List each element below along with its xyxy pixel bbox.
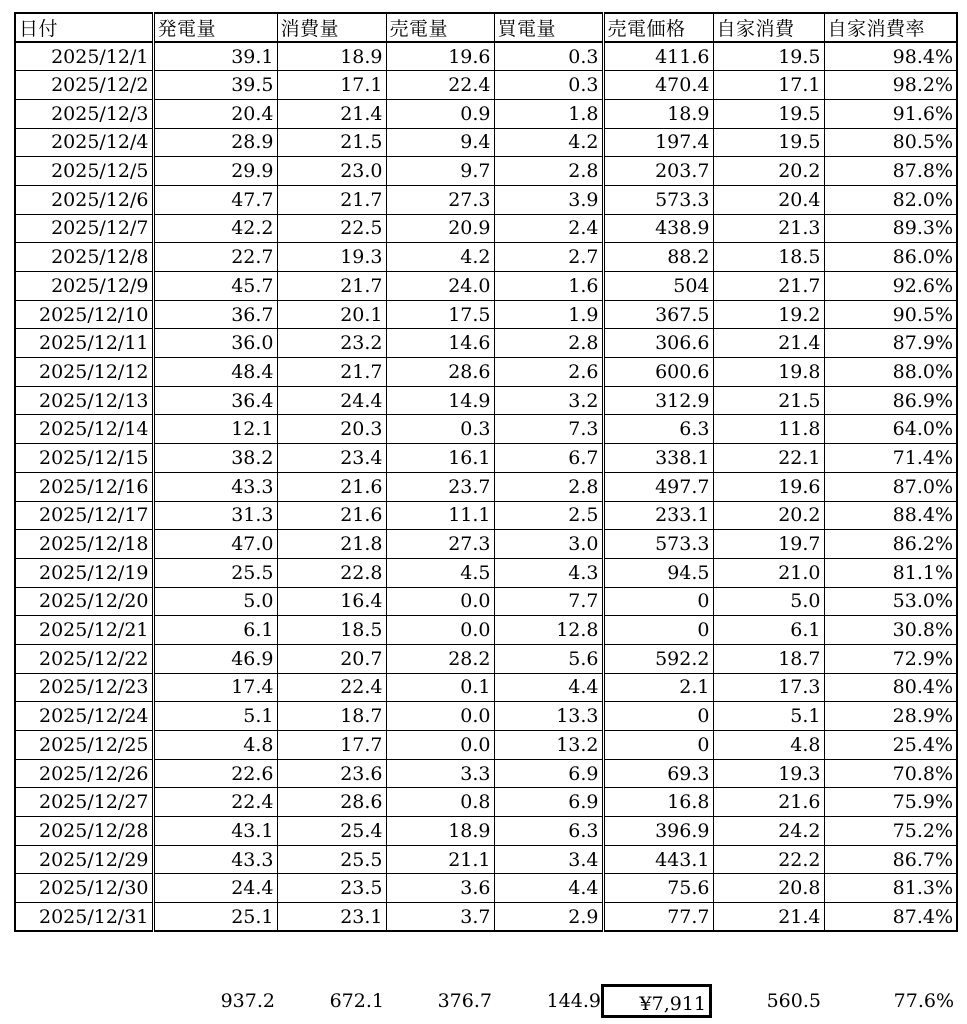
date-cell: 2025/12/17: [15, 501, 153, 530]
value-cell: 87.4%: [824, 903, 957, 932]
value-cell: 88.4%: [824, 501, 957, 530]
value-cell: 87.9%: [824, 329, 957, 358]
value-cell: 28.9%: [824, 702, 957, 731]
value-cell: 21.5: [713, 386, 824, 415]
value-cell: 21.7: [277, 358, 386, 387]
table-row: [15, 903, 957, 932]
value-cell: 39.1: [153, 42, 277, 71]
value-cell: 22.4: [153, 788, 277, 817]
value-cell: 21.7: [713, 272, 824, 301]
date-cell: 2025/12/3: [15, 99, 153, 128]
table-row: [15, 702, 957, 731]
value-cell: 6.3: [494, 817, 603, 846]
table-row: [15, 71, 957, 100]
value-cell: 4.4: [494, 673, 603, 702]
value-cell: 70.8%: [824, 759, 957, 788]
value-cell: 25.5: [153, 558, 277, 587]
header-row: [15, 13, 957, 42]
value-cell: 81.1%: [824, 558, 957, 587]
value-cell: 4.8: [153, 731, 277, 760]
value-cell: 30.8%: [824, 616, 957, 645]
value-cell: 19.2: [713, 300, 824, 329]
table-row: [15, 788, 957, 817]
value-cell: 20.2: [713, 501, 824, 530]
value-cell: 90.5%: [824, 300, 957, 329]
date-cell: 2025/12/21: [15, 616, 153, 645]
value-cell: 18.7: [713, 644, 824, 673]
date-cell: 2025/12/15: [15, 444, 153, 473]
value-cell: 25.1: [153, 903, 277, 932]
value-cell: 21.4: [713, 903, 824, 932]
table-header: [15, 13, 957, 42]
value-cell: 600.6: [603, 358, 713, 387]
value-cell: 21.4: [713, 329, 824, 358]
column-header: 買電量: [494, 13, 603, 42]
value-cell: 18.9: [603, 99, 713, 128]
table-row: [15, 415, 957, 444]
table-row: [15, 272, 957, 301]
value-cell: 0.3: [494, 71, 603, 100]
table-row: [15, 99, 957, 128]
value-cell: 18.5: [713, 243, 824, 272]
value-cell: 91.6%: [824, 99, 957, 128]
value-cell: 3.9: [494, 185, 603, 214]
value-cell: 23.5: [277, 874, 386, 903]
value-cell: 21.4: [277, 99, 386, 128]
date-cell: 2025/12/10: [15, 300, 153, 329]
value-cell: 24.2: [713, 817, 824, 846]
value-cell: 2.9: [494, 903, 603, 932]
value-cell: 27.3: [386, 185, 494, 214]
value-cell: 86.9%: [824, 386, 957, 415]
value-cell: 21.0: [713, 558, 824, 587]
value-cell: 47.7: [153, 185, 277, 214]
value-cell: 20.8: [713, 874, 824, 903]
column-header: 自家消費: [713, 13, 824, 42]
value-cell: 98.2%: [824, 71, 957, 100]
value-cell: 19.6: [713, 472, 824, 501]
value-cell: 14.6: [386, 329, 494, 358]
date-cell: 2025/12/18: [15, 530, 153, 559]
date-cell: 2025/12/14: [15, 415, 153, 444]
value-cell: 2.8: [494, 157, 603, 186]
value-cell: 21.1: [386, 845, 494, 874]
value-cell: 22.2: [713, 845, 824, 874]
date-cell: 2025/12/13: [15, 386, 153, 415]
value-cell: 592.2: [603, 644, 713, 673]
table-row: [15, 444, 957, 473]
value-cell: 23.7: [386, 472, 494, 501]
value-cell: 13.2: [494, 731, 603, 760]
value-cell: 23.6: [277, 759, 386, 788]
value-cell: 470.4: [603, 71, 713, 100]
date-cell: 2025/12/11: [15, 329, 153, 358]
value-cell: 6.9: [494, 759, 603, 788]
value-cell: 77.7: [603, 903, 713, 932]
total-bought: 144.9: [546, 990, 601, 1012]
column-header: 売電価格: [603, 13, 713, 42]
totals-row: [14, 984, 954, 1018]
value-cell: 28.2: [386, 644, 494, 673]
value-cell: 19.3: [713, 759, 824, 788]
value-cell: 18.9: [386, 817, 494, 846]
value-cell: 0.0: [386, 616, 494, 645]
value-cell: 0: [603, 731, 713, 760]
value-cell: 17.1: [277, 71, 386, 100]
table-row: [15, 243, 957, 272]
value-cell: 22.5: [277, 214, 386, 243]
value-cell: 2.4: [494, 214, 603, 243]
value-cell: 2.5: [494, 501, 603, 530]
daily-power-table: [14, 12, 958, 932]
value-cell: 1.9: [494, 300, 603, 329]
value-cell: 28.6: [277, 788, 386, 817]
date-cell: 2025/12/30: [15, 874, 153, 903]
value-cell: 75.6: [603, 874, 713, 903]
value-cell: 4.3: [494, 558, 603, 587]
value-cell: 20.3: [277, 415, 386, 444]
table-row: [15, 358, 957, 387]
value-cell: 0.9: [386, 99, 494, 128]
value-cell: 23.0: [277, 157, 386, 186]
value-cell: 17.4: [153, 673, 277, 702]
table-row: [15, 472, 957, 501]
value-cell: 89.3%: [824, 214, 957, 243]
table-row: [15, 673, 957, 702]
value-cell: 38.2: [153, 444, 277, 473]
value-cell: 29.9: [153, 157, 277, 186]
value-cell: 306.6: [603, 329, 713, 358]
value-cell: 19.5: [713, 99, 824, 128]
column-header: 日付: [15, 13, 153, 42]
value-cell: 82.0%: [824, 185, 957, 214]
value-cell: 22.4: [386, 71, 494, 100]
value-cell: 20.7: [277, 644, 386, 673]
value-cell: 3.2: [494, 386, 603, 415]
value-cell: 573.3: [603, 185, 713, 214]
value-cell: 43.3: [153, 845, 277, 874]
value-cell: 21.6: [713, 788, 824, 817]
date-cell: 2025/12/19: [15, 558, 153, 587]
value-cell: 47.0: [153, 530, 277, 559]
value-cell: 36.7: [153, 300, 277, 329]
value-cell: 3.6: [386, 874, 494, 903]
value-cell: 396.9: [603, 817, 713, 846]
value-cell: 197.4: [603, 128, 713, 157]
value-cell: 13.3: [494, 702, 603, 731]
value-cell: 23.1: [277, 903, 386, 932]
value-cell: 86.7%: [824, 845, 957, 874]
value-cell: 69.3: [603, 759, 713, 788]
table-row: [15, 644, 957, 673]
value-cell: 504: [603, 272, 713, 301]
value-cell: 1.8: [494, 99, 603, 128]
value-cell: 1.6: [494, 272, 603, 301]
value-cell: 438.9: [603, 214, 713, 243]
value-cell: 6.9: [494, 788, 603, 817]
value-cell: 31.3: [153, 501, 277, 530]
value-cell: 0.1: [386, 673, 494, 702]
value-cell: 25.4: [277, 817, 386, 846]
value-cell: 20.1: [277, 300, 386, 329]
value-cell: 22.1: [713, 444, 824, 473]
date-cell: 2025/12/27: [15, 788, 153, 817]
value-cell: 6.1: [713, 616, 824, 645]
value-cell: 16.4: [277, 587, 386, 616]
value-cell: 6.7: [494, 444, 603, 473]
date-cell: 2025/12/9: [15, 272, 153, 301]
date-cell: 2025/12/7: [15, 214, 153, 243]
value-cell: 21.8: [277, 530, 386, 559]
value-cell: 443.1: [603, 845, 713, 874]
date-cell: 2025/12/5: [15, 157, 153, 186]
value-cell: 24.4: [153, 874, 277, 903]
value-cell: 87.8%: [824, 157, 957, 186]
value-cell: 75.2%: [824, 817, 957, 846]
value-cell: 18.5: [277, 616, 386, 645]
value-cell: 3.0: [494, 530, 603, 559]
value-cell: 71.4%: [824, 444, 957, 473]
table-row: [15, 587, 957, 616]
date-cell: 2025/12/24: [15, 702, 153, 731]
value-cell: 43.1: [153, 817, 277, 846]
value-cell: 88.2: [603, 243, 713, 272]
value-cell: 81.3%: [824, 874, 957, 903]
table-row: [15, 185, 957, 214]
value-cell: 17.1: [713, 71, 824, 100]
table-row: [15, 845, 957, 874]
value-cell: 3.4: [494, 845, 603, 874]
value-cell: 21.7: [277, 272, 386, 301]
date-cell: 2025/12/25: [15, 731, 153, 760]
value-cell: 0.0: [386, 702, 494, 731]
value-cell: 3.7: [386, 903, 494, 932]
value-cell: 27.3: [386, 530, 494, 559]
value-cell: 0.0: [386, 731, 494, 760]
total-generation: 937.2: [220, 990, 275, 1012]
value-cell: 21.3: [713, 214, 824, 243]
value-cell: 17.3: [713, 673, 824, 702]
value-cell: 18.7: [277, 702, 386, 731]
table-row: [15, 157, 957, 186]
value-cell: 16.8: [603, 788, 713, 817]
value-cell: 87.0%: [824, 472, 957, 501]
table-row: [15, 731, 957, 760]
value-cell: 11.8: [713, 415, 824, 444]
value-cell: 411.6: [603, 42, 713, 71]
value-cell: 86.0%: [824, 243, 957, 272]
value-cell: 92.6%: [824, 272, 957, 301]
value-cell: 17.5: [386, 300, 494, 329]
column-header: 売電量: [386, 13, 494, 42]
value-cell: 0.0: [386, 587, 494, 616]
value-cell: 23.4: [277, 444, 386, 473]
column-header: 発電量: [153, 13, 277, 42]
value-cell: 72.9%: [824, 644, 957, 673]
value-cell: 53.0%: [824, 587, 957, 616]
value-cell: 9.7: [386, 157, 494, 186]
total-self-consumption-rate: 77.6%: [893, 990, 954, 1012]
date-cell: 2025/12/6: [15, 185, 153, 214]
value-cell: 2.6: [494, 358, 603, 387]
date-cell: 2025/12/29: [15, 845, 153, 874]
value-cell: 22.6: [153, 759, 277, 788]
value-cell: 9.4: [386, 128, 494, 157]
value-cell: 4.8: [713, 731, 824, 760]
value-cell: 0: [603, 616, 713, 645]
value-cell: 3.3: [386, 759, 494, 788]
value-cell: 7.7: [494, 587, 603, 616]
value-cell: 98.4%: [824, 42, 957, 71]
value-cell: 43.3: [153, 472, 277, 501]
value-cell: 75.9%: [824, 788, 957, 817]
value-cell: 0.8: [386, 788, 494, 817]
value-cell: 24.0: [386, 272, 494, 301]
value-cell: 22.8: [277, 558, 386, 587]
value-cell: 22.4: [277, 673, 386, 702]
value-cell: 94.5: [603, 558, 713, 587]
value-cell: 18.9: [277, 42, 386, 71]
value-cell: 12.8: [494, 616, 603, 645]
value-cell: 20.4: [713, 185, 824, 214]
value-cell: 5.6: [494, 644, 603, 673]
value-cell: 312.9: [603, 386, 713, 415]
value-cell: 46.9: [153, 644, 277, 673]
value-cell: 6.1: [153, 616, 277, 645]
table-row: [15, 759, 957, 788]
value-cell: 21.6: [277, 501, 386, 530]
value-cell: 19.5: [713, 42, 824, 71]
date-cell: 2025/12/4: [15, 128, 153, 157]
value-cell: 21.7: [277, 185, 386, 214]
value-cell: 19.7: [713, 530, 824, 559]
table-row: [15, 501, 957, 530]
date-cell: 2025/12/16: [15, 472, 153, 501]
value-cell: 4.2: [494, 128, 603, 157]
table-row: [15, 214, 957, 243]
date-cell: 2025/12/1: [15, 42, 153, 71]
date-cell: 2025/12/28: [15, 817, 153, 846]
value-cell: 14.9: [386, 386, 494, 415]
value-cell: 20.9: [386, 214, 494, 243]
value-cell: 0: [603, 702, 713, 731]
total-sold: 376.7: [437, 990, 492, 1012]
value-cell: 0: [603, 587, 713, 616]
value-cell: 16.1: [386, 444, 494, 473]
value-cell: 24.4: [277, 386, 386, 415]
value-cell: 7.3: [494, 415, 603, 444]
value-cell: 11.1: [386, 501, 494, 530]
value-cell: 28.9: [153, 128, 277, 157]
value-cell: 367.5: [603, 300, 713, 329]
value-cell: 4.4: [494, 874, 603, 903]
value-cell: 5.1: [713, 702, 824, 731]
value-cell: 2.1: [603, 673, 713, 702]
value-cell: 22.7: [153, 243, 277, 272]
value-cell: 42.2: [153, 214, 277, 243]
table-row: [15, 42, 957, 71]
value-cell: 5.0: [713, 587, 824, 616]
table-row: [15, 558, 957, 587]
date-cell: 2025/12/26: [15, 759, 153, 788]
date-cell: 2025/12/20: [15, 587, 153, 616]
date-cell: 2025/12/22: [15, 644, 153, 673]
value-cell: 4.5: [386, 558, 494, 587]
column-header: 自家消費率: [824, 13, 957, 42]
value-cell: 2.8: [494, 472, 603, 501]
column-header: 消費量: [277, 13, 386, 42]
date-cell: 2025/12/8: [15, 243, 153, 272]
value-cell: 19.6: [386, 42, 494, 71]
value-cell: 21.6: [277, 472, 386, 501]
value-cell: 4.2: [386, 243, 494, 272]
value-cell: 19.8: [713, 358, 824, 387]
value-cell: 36.0: [153, 329, 277, 358]
value-cell: 497.7: [603, 472, 713, 501]
value-cell: 233.1: [603, 501, 713, 530]
value-cell: 20.2: [713, 157, 824, 186]
value-cell: 45.7: [153, 272, 277, 301]
date-cell: 2025/12/2: [15, 71, 153, 100]
value-cell: 28.6: [386, 358, 494, 387]
value-cell: 2.7: [494, 243, 603, 272]
value-cell: 21.5: [277, 128, 386, 157]
value-cell: 338.1: [603, 444, 713, 473]
value-cell: 19.5: [713, 128, 824, 157]
date-cell: 2025/12/23: [15, 673, 153, 702]
table-row: [15, 329, 957, 358]
table-row: [15, 874, 957, 903]
value-cell: 64.0%: [824, 415, 957, 444]
total-self-consumption: 560.5: [766, 990, 821, 1012]
table-row: [15, 128, 957, 157]
table-row: [15, 530, 957, 559]
date-cell: 2025/12/12: [15, 358, 153, 387]
value-cell: 203.7: [603, 157, 713, 186]
value-cell: 12.1: [153, 415, 277, 444]
total-consumption: 672.1: [329, 990, 384, 1012]
table-row: [15, 817, 957, 846]
total-sale-price: ¥7,911: [601, 984, 712, 1018]
value-cell: 19.3: [277, 243, 386, 272]
value-cell: 23.2: [277, 329, 386, 358]
value-cell: 5.1: [153, 702, 277, 731]
table-row: [15, 300, 957, 329]
value-cell: 36.4: [153, 386, 277, 415]
table-body: [15, 42, 957, 931]
value-cell: 2.8: [494, 329, 603, 358]
value-cell: 0.3: [386, 415, 494, 444]
value-cell: 39.5: [153, 71, 277, 100]
value-cell: 86.2%: [824, 530, 957, 559]
value-cell: 573.3: [603, 530, 713, 559]
value-cell: 48.4: [153, 358, 277, 387]
value-cell: 25.4%: [824, 731, 957, 760]
date-cell: 2025/12/31: [15, 903, 153, 932]
value-cell: 6.3: [603, 415, 713, 444]
value-cell: 0.3: [494, 42, 603, 71]
value-cell: 88.0%: [824, 358, 957, 387]
table-row: [15, 616, 957, 645]
value-cell: 20.4: [153, 99, 277, 128]
value-cell: 80.4%: [824, 673, 957, 702]
value-cell: 25.5: [277, 845, 386, 874]
table-row: [15, 386, 957, 415]
value-cell: 80.5%: [824, 128, 957, 157]
value-cell: 5.0: [153, 587, 277, 616]
value-cell: 17.7: [277, 731, 386, 760]
